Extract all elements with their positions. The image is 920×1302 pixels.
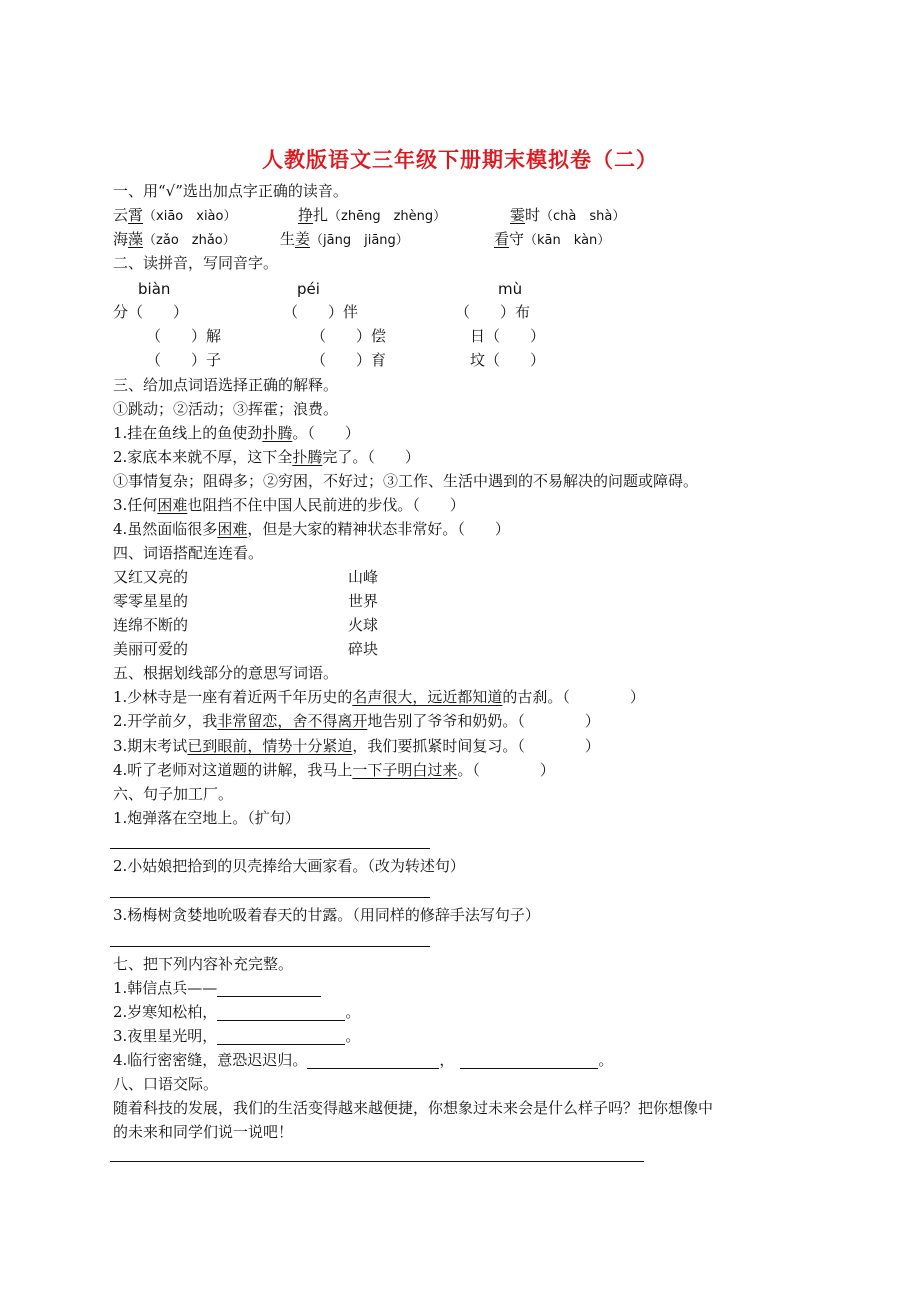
match-left: 美丽可爱的 bbox=[113, 640, 189, 658]
page-title: 人教版语文三年级下册期末模拟卷（二） bbox=[262, 147, 658, 172]
question: 4.听了老师对这道题的讲解，我马上一下子明白过来。（ ） bbox=[113, 761, 555, 779]
question: 3.杨梅树贪婪地吮吸着春天的甘露。（用同样的修辞手法写句子） bbox=[113, 906, 540, 924]
question: 1.少林寺是一座有着近两千年历史的名声很大，远近都知道的古刹。（ ） bbox=[113, 688, 645, 706]
question: 1.挂在鱼线上的鱼使劲扑腾。（ ） bbox=[113, 424, 360, 442]
homophone-blank: （ ）伴 bbox=[283, 303, 359, 321]
question: 3.任何困难也阻挡不住中国人民前进的步伐。（ ） bbox=[113, 496, 465, 514]
fill-blank[interactable] bbox=[217, 1028, 345, 1045]
section-3-heading: 三、给加点词语选择正确的解释。 bbox=[113, 376, 339, 394]
homophone-blank: （ ）子 bbox=[146, 351, 222, 369]
question: 4.临行密密缝，意恐迟迟归。 ， 。 bbox=[113, 1051, 614, 1069]
fill-blank[interactable] bbox=[217, 1004, 345, 1021]
homophone-blank: 坟（ ） bbox=[470, 351, 546, 369]
section-1-heading: 一、用“√”选出加点字正确的读音。 bbox=[113, 182, 348, 200]
question: 3.期末考试已到眼前，情势十分紧迫，我们要抓紧时间复习。（ ） bbox=[113, 737, 600, 755]
section-4-heading: 四、词语搭配连连看。 bbox=[113, 544, 264, 562]
question: 1.炮弹落在空地上。（扩句） bbox=[113, 809, 300, 827]
question: 1.韩信点兵—— bbox=[113, 979, 321, 997]
match-left: 零零星星的 bbox=[113, 592, 189, 610]
match-left: 又红又亮的 bbox=[113, 568, 189, 586]
s1-item: 海藻（zǎo zhǎo） bbox=[113, 230, 236, 248]
prompt-paragraph: 的未来和同学们说一说吧！ bbox=[113, 1123, 294, 1141]
s1-item: 挣扎（zhēng zhèng） bbox=[298, 206, 447, 224]
match-right: 山峰 bbox=[348, 568, 379, 586]
match-right: 火球 bbox=[348, 616, 379, 634]
prompt-paragraph: 随着科技的发展，我们的生活变得越来越便捷，你想象过未来会是什么样子吗？把你想像中 bbox=[113, 1099, 714, 1117]
fill-blank[interactable] bbox=[217, 980, 321, 997]
match-left: 连绵不断的 bbox=[113, 616, 189, 634]
homophone-blank: 日（ ） bbox=[470, 327, 546, 345]
fill-blank[interactable] bbox=[460, 1052, 598, 1069]
s1-item: 看守（kān kàn） bbox=[494, 230, 611, 248]
definition-options: ①事情复杂；阻碍多；②穷困，不好过；③工作、生活中遇到的不易解决的问题或障碍。 bbox=[113, 472, 699, 490]
section-5-heading: 五、根据划线部分的意思写词语。 bbox=[113, 664, 339, 682]
answer-line[interactable] bbox=[110, 897, 430, 898]
section-6-heading: 六、句子加工厂。 bbox=[113, 785, 234, 803]
pinyin-label: péi bbox=[297, 280, 320, 298]
answer-line[interactable] bbox=[110, 946, 430, 947]
section-2-heading: 二、读拼音，写同音字。 bbox=[113, 254, 279, 272]
match-right: 世界 bbox=[348, 592, 379, 610]
section-8-heading: 八、口语交际。 bbox=[113, 1075, 219, 1093]
answer-line[interactable] bbox=[110, 848, 430, 849]
homophone-blank: 分（ ） bbox=[113, 303, 189, 321]
s1-item: 生姜（jāng jiāng） bbox=[280, 230, 409, 248]
answer-line[interactable] bbox=[110, 1161, 644, 1162]
question: 2.岁寒知松柏， 。 bbox=[113, 1003, 361, 1021]
homophone-blank: （ ）解 bbox=[146, 327, 222, 345]
question: 4.虽然面临很多困难，但是大家的精神状态非常好。（ ） bbox=[113, 520, 510, 538]
question: 2.小姑娘把拾到的贝壳捧给大画家看。（改为转述句） bbox=[113, 857, 465, 875]
question: 3.夜里星光明， 。 bbox=[113, 1027, 361, 1045]
section-7-heading: 七、把下列内容补充完整。 bbox=[113, 955, 294, 973]
definition-options: ①跳动；②活动；③挥霍；浪费。 bbox=[113, 400, 339, 418]
homophone-blank: （ ）偿 bbox=[311, 327, 387, 345]
homophone-blank: （ ）布 bbox=[455, 303, 531, 321]
pinyin-label: biàn bbox=[138, 280, 171, 298]
question: 2.开学前夕，我非常留恋，舍不得离开地告别了爷爷和奶奶。（ ） bbox=[113, 712, 600, 730]
fill-blank[interactable] bbox=[307, 1052, 439, 1069]
s1-item: 云霄（xiāo xiào） bbox=[113, 206, 237, 224]
match-right: 碎块 bbox=[348, 640, 379, 658]
homophone-blank: （ ）育 bbox=[311, 351, 387, 369]
question: 2.家底本来就不厚，这下全扑腾完了。（ ） bbox=[113, 448, 420, 466]
pinyin-label: mù bbox=[498, 280, 523, 298]
s1-item: 霎时（chà shà） bbox=[510, 206, 626, 224]
